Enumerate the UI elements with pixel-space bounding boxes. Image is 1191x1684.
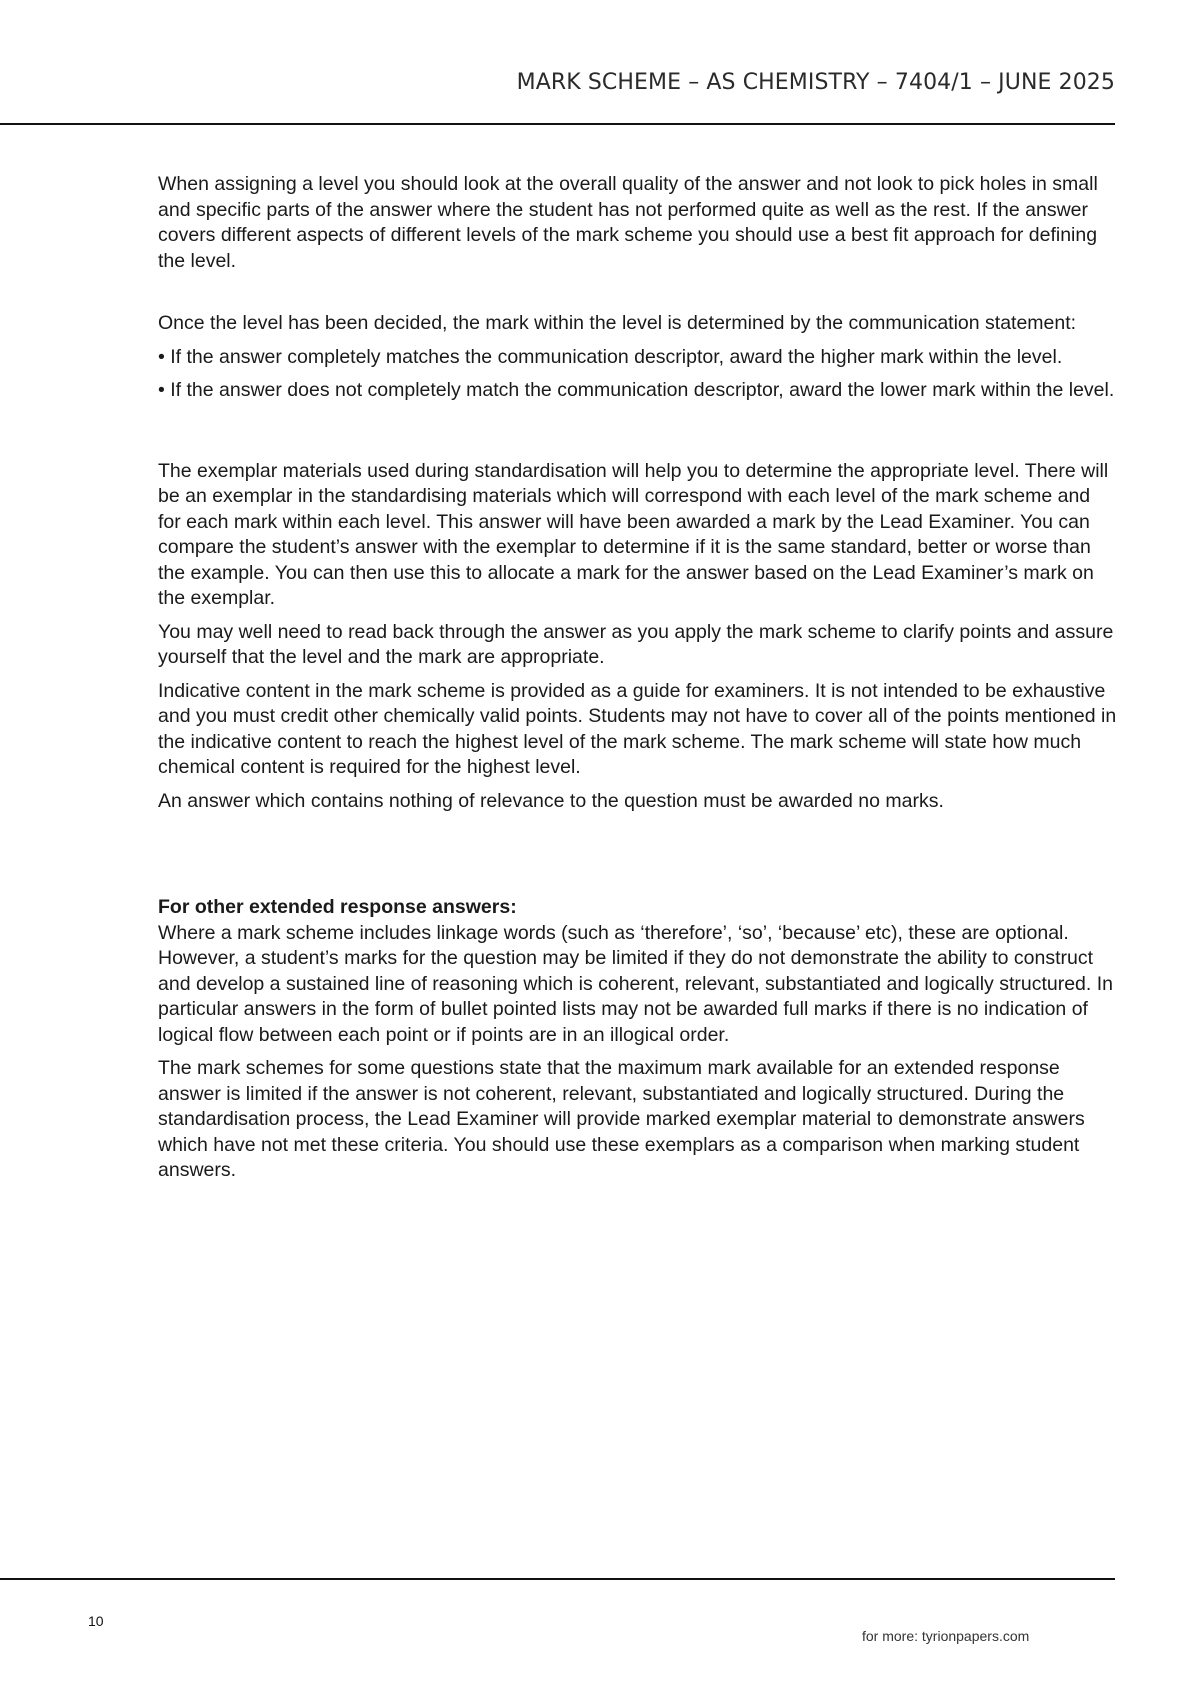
paragraph-no-relevance: An answer which contains nothing of relevance to the question must be awarded no marks. [158,789,944,812]
bullet-higher-mark: • If the answer completely matches the communication descriptor, award the higher mark within the level. [158,345,1063,368]
paragraph-level-assignment: When assigning a level you should look at the overall quality of the answer and not look to pick holes in small and specific parts of the answer where the student has not performed quite as well as the rest. If the answer covers different aspects of different levels of the mark scheme you should use a best fit approach for defining the level. [158,173,1098,272]
footer-divider [0,1578,1115,1580]
section-heading-extended-response: For other extended response answers: [158,896,517,918]
paragraph-indicative-content: Indicative content in the mark scheme is provided as a guide for examiners. It is not intended to be exhaustive and you must credit other chemically valid points. Students may not have to cover all of the points mentioned in the indicative content to reach the highest level of the mark scheme. The mark scheme will state how much chemical content is required for the highest level. [158,679,1117,778]
header-divider [0,123,1115,125]
paragraph-linkage-words: Where a mark scheme includes linkage words (such as ‘therefore’, ‘so’, ‘because’ etc), these are optional. However, a student’s marks for the question may be limited if they do not demonstrate the ability to construct and develop a sustained line of reasoning which is coherent, relevant, substantiated and logically structured. In particular answers in the form of bullet pointed lists may not be awarded full marks if there is no indication of logical flow between each point or if points are in an illogical order. [158,921,1114,1046]
document-body [158,172,1118,1184]
paragraph-exemplar-materials: The exemplar materials used during standardisation will help you to determine the appropriate level. There will be an exemplar in the standardising materials which will correspond with each level of the mark scheme and for each mark within each level. This answer will have been awarded a mark by the Lead Examiner. You can compare the student’s answer with the exemplar to determine if it is the same standard, better or worse than the example. You can then use this to allocate a mark for the answer based on the Lead Examiner’s mark on the exemplar. [158,459,1109,609]
page-number: 10 [88,1613,104,1629]
bullet-lower-mark: • If the answer does not completely match the communication descriptor, award the lower mark within the level. [158,379,1115,401]
paragraph-read-back: You may well need to read back through the answer as you apply the mark scheme to clarify points and assure yourself that the level and the mark are appropriate. [158,620,1114,668]
page-header-title: MARK SCHEME – AS CHEMISTRY – 7404/1 – JUNE 2025 [516,70,1115,95]
footer-credit: for more: tyrionpapers.com [862,1628,1030,1644]
paragraph-communication-statement: Once the level has been decided, the mark within the level is determined by the communication statement: [158,312,1077,334]
paragraph-maximum-mark: The mark schemes for some questions state that the maximum mark available for an extended response answer is limited if the answer is not coherent, relevant, substantiated and logically structured. During the standardisation process, the Lead Examiner will provide marked exemplar material to demonstrate answers which have not met these criteria. You should use these exemplars as a comparison when marking student answers. [158,1057,1085,1181]
